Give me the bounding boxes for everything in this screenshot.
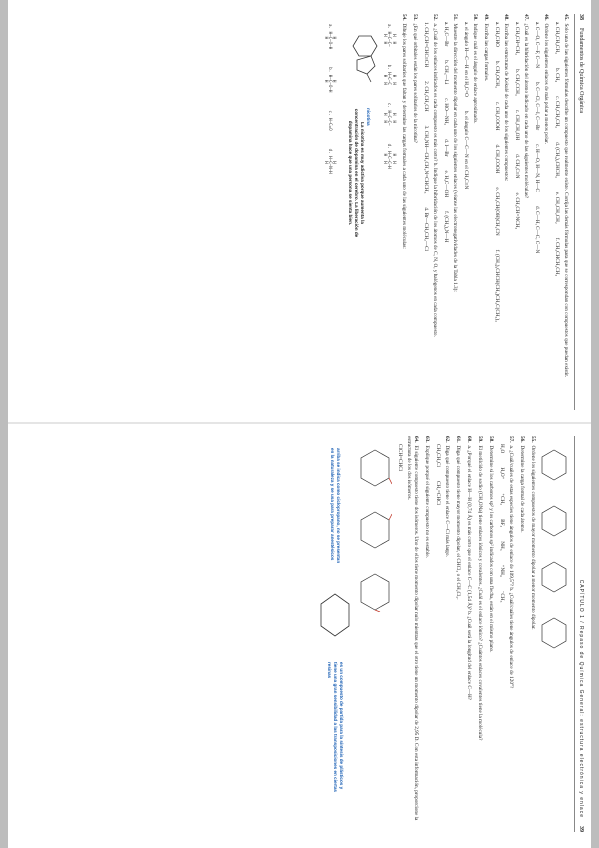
- ring-structure-3: [539, 560, 569, 594]
- right-problem-list: [396, 436, 536, 832]
- problem-text: Determine si los carbonos sp³ y los carbonos sp² indicados con una flecha, están en el mismo plano.: [487, 445, 494, 653]
- problem: [518, 436, 525, 832]
- problem-item: e. CH₂CH₂CH₂: [553, 191, 560, 224]
- problem-item: d. I—Br: [442, 139, 449, 157]
- problem-items: [493, 22, 500, 410]
- problem-item: ⁻CH₃: [498, 590, 505, 603]
- problem-item: d. C—H, C—C, C—N: [533, 205, 540, 254]
- problem: [476, 436, 483, 832]
- problem-text: Escriba las estructuras de Kekulé de cada uno de los siguientes compuestos:: [502, 23, 509, 182]
- problem-item: d. CH₃COOH: [493, 144, 500, 174]
- problem-items: [422, 22, 429, 410]
- problem-item: a. H₃C—Br: [442, 22, 449, 47]
- problem-number: 61.: [454, 436, 461, 443]
- problem: [400, 14, 407, 410]
- problem-item: d. (CH₃)₂CHCH₃: [553, 142, 560, 178]
- problem-item: c. CH₃CH₂OH: [513, 109, 520, 141]
- problem-item: c. CH₃COOH: [493, 101, 500, 131]
- problem-items: [553, 22, 560, 410]
- formal-charge-structures: [382, 24, 395, 410]
- problem-item: b. el ángulo C—C—N en el CH₃C≡N: [462, 110, 469, 190]
- plane-question-figures: [358, 448, 392, 832]
- problem-items: [462, 22, 469, 410]
- problem: [411, 14, 418, 410]
- problem: [462, 14, 478, 410]
- nicotine-note: La nicotina es muy adictiva porque aumenta la concentración de dopamina en el cerebro. La liberación de dopamina hace que una persona se sienta bien.: [348, 108, 365, 238]
- annotated-notes: [315, 448, 355, 832]
- problem-item: BF₃: [498, 519, 505, 528]
- scan-edge-top: [591, 0, 599, 848]
- problem-number: 57.: [507, 436, 514, 443]
- problem-item: f. CH₃CHCH₂CH₃: [553, 237, 560, 277]
- problem-item: e. CH₃CH(OH)CH₂CN: [493, 187, 500, 236]
- problem-text: a. ¿Cuál de los enlaces indicados es cada compuesto es más corto? b. Indique la hibridación de los átomos de C, N, O, y halógenos en cada compuesto.: [431, 23, 438, 337]
- problem-text: El metilcido de sodio (CH₃ONa) tiene enlaces iónicos y covalentes. ¿Cuál es el enlace iónico? ¿Cuántos enlaces covalentes tiene la molécula?: [476, 445, 483, 741]
- problem-text: a. ¿Cuál/cuáles de estas especies tiene ángulos de enlace de 109,5°? b. ¿Cuál/cuáles tiene ángulos de enlace de 120°?: [507, 445, 514, 689]
- problem-items: [434, 444, 441, 832]
- problem-item: b. CH₃CCH₃: [513, 69, 520, 96]
- problem-item: f. (CH₃)₃CHCH(CH₃)CH₂C(CH₃)₃: [493, 249, 500, 322]
- problem-item: d. CH₃C≡N: [513, 154, 520, 179]
- problem-text: Diga qué compuesto tiene el enlace C—Cl más largo.: [443, 445, 450, 557]
- problem: [482, 14, 489, 410]
- left-page: [11, 14, 585, 410]
- page-number: 39: [578, 826, 584, 832]
- problem-item: NH₃: [498, 541, 505, 551]
- right-page: [11, 436, 585, 832]
- problem-item: H₃O⁺: [498, 467, 505, 480]
- problem-items: [442, 22, 449, 410]
- problem: [513, 14, 529, 410]
- ring-structure-6: [358, 510, 392, 550]
- nicotine-label: nicotina: [366, 108, 372, 126]
- problem-number: 52.: [431, 14, 438, 21]
- problem: [533, 14, 549, 410]
- problem-number: 55.: [529, 436, 536, 443]
- problem-text: Escriba las cargas formales.: [482, 23, 489, 82]
- problem-item: ⁺NH₄: [498, 564, 505, 577]
- problem-item: b. CH₄: [553, 67, 560, 83]
- problem-item: CH₂=CHCl: [434, 480, 441, 505]
- problem-number: 53.: [411, 14, 418, 21]
- note-b: es un compuesto de partida para la síntesis de plásticos y tiene una gran sensibilidad a las transposiciones en ciertas resinas: [326, 662, 344, 792]
- problem: [493, 14, 509, 410]
- problem-item: 3. CH₃NH—CH₂CH₂N=CHCH₃: [422, 125, 429, 194]
- problem-item: c. H—O, H—N, H—C: [533, 144, 540, 192]
- problem-number: 50.: [471, 14, 478, 21]
- problem-text: Determine la carga formal de cada átomo.: [518, 445, 525, 533]
- problem-item: b. CH₃—Li: [442, 60, 449, 85]
- problem-text: Dibuje los pares solitarios que faltan y determine las cargas formales a cada uno de las siguientes moléculas:: [400, 23, 407, 249]
- problem: [487, 436, 494, 832]
- problem: [465, 436, 472, 832]
- right-running-head: [574, 436, 585, 832]
- problem-item: c. CH₃CH₂CH₂: [553, 96, 560, 129]
- problem-text: Diga qué compuesto tiene mayor momento dipolar, el CHCl₃ o el CH₂Cl₂.: [454, 445, 461, 600]
- problem-items: [498, 444, 505, 832]
- ring-structure-7: [358, 572, 392, 612]
- problem-item: b. CH₃OCH₃: [493, 60, 500, 88]
- problem: [422, 14, 438, 410]
- problem: [442, 14, 458, 410]
- problem-text: a. ¿Porqué el enlace H—H (0,74 Å) es más corto que el enlace C—C (1,54 Å)? b. ¿Cuál será la longitud del enlace C—H?: [465, 445, 472, 701]
- problem: [553, 14, 569, 410]
- problem-number: 62.: [443, 436, 450, 443]
- note-a: arriba se indica como ciclopropano, no se presentan en la naturaleza y se usa para preparar anestésicos: [329, 448, 341, 564]
- lp-structure-b: H b. H—C—O—H H: [323, 67, 338, 93]
- problem: [423, 436, 430, 832]
- problem-item: ⁺CH₃: [498, 493, 505, 506]
- problem-item: ClCH=CHCl: [396, 444, 403, 472]
- problem: [454, 436, 461, 832]
- problem: [529, 436, 536, 832]
- ring-structure-1: [539, 448, 569, 482]
- structure-b: H H b. H—C—C H H: [382, 64, 397, 85]
- structure-a: H H a. H—C—C— H H: [382, 24, 397, 47]
- problem: [434, 436, 450, 832]
- problem-text: El siguiente compuesto tiene dos isómeros. Uno de ellos tiene momento dipolar nulo mientras que el otro tiene un momento dipolar de 2,95 D. Con esta información, proporcione la estructura de los dos isómeros.: [405, 436, 419, 821]
- problem-number: 56.: [518, 436, 525, 443]
- problem-number: 60.: [465, 436, 472, 443]
- problem-item: b. C—Cl, C—I, C—Br: [533, 82, 540, 131]
- problem-item: 1. CH₃CH=CHC≡CH: [422, 22, 429, 68]
- problem-item: 4. Br—CH₂CH₂—Cl: [422, 207, 429, 252]
- problem-item: a. CH₃CHO: [493, 22, 500, 47]
- problem-number: 59.: [476, 436, 483, 443]
- problem-text: Explique porqué el siguiente compuesto no es estable.: [423, 445, 430, 558]
- problem-item: e. CH₃CH=NCH₃: [513, 192, 520, 230]
- problem-item: a. CH₂CH₂CH₃: [553, 22, 560, 54]
- problem-item: a. C—O, C—F, C—N: [533, 22, 540, 68]
- problem-item: H₂O: [498, 444, 505, 454]
- lp-structure-a: H a. H—C—O—H H: [323, 24, 338, 50]
- problem-item: a. el ángulo H—C—H en el H₂C=O: [462, 22, 469, 97]
- unstable-compound-structure: [315, 590, 355, 640]
- lone-pair-structures: [323, 24, 336, 410]
- ring-structure-5: [358, 448, 392, 488]
- problem-text: ¿Cuál es la hibridación del átomo indicado en cada uno de las siguientes moléculas?: [522, 23, 529, 199]
- problem-item: a. CH₃CH=CH₂: [513, 22, 520, 56]
- scan-edge-bottom: [0, 0, 8, 848]
- problem-items: [533, 22, 540, 410]
- problem-item: e. H₃C—OH: [442, 170, 449, 198]
- problem-text: Solo una de las siguientes fórmulas describe un compuesto que realmente existe. Corrija las demás fórmulas para que se correspondan con compuestos que puedan existir.: [562, 23, 569, 377]
- book-title: Fundamentos de Química Orgánica: [578, 28, 584, 114]
- problem-number: 49.: [482, 14, 489, 21]
- problem-text: Muestre la dirección del momento dipolar en cada uno de los siguientes enlaces (véanse las electronegatividades de la Tabla 1.3):: [451, 23, 458, 292]
- problem-item: CH₃CH₂Cl: [434, 444, 441, 467]
- problem-number: 46.: [542, 14, 549, 21]
- left-problem-list: [400, 14, 569, 410]
- problem-items: [396, 444, 403, 832]
- page-gutter: [8, 422, 591, 424]
- chapter-title: CAPÍTULO 1 / Repaso de Química General: estructura electrónica y enlace: [578, 579, 585, 818]
- problem-number: 64.: [412, 436, 419, 443]
- ring-structure-2: [539, 504, 569, 538]
- problem-number: 58.: [487, 436, 494, 443]
- structure-c: H H c. H—C—C— H H: [382, 102, 397, 126]
- problem: [498, 436, 514, 832]
- nicotine-figure: [339, 26, 379, 410]
- problem-number: 45.: [562, 14, 569, 21]
- problem-item: c. HO—NH₂: [442, 98, 449, 126]
- problem-number: 63.: [423, 436, 430, 443]
- nicotine-structure: [339, 26, 379, 86]
- page-number: 38: [578, 14, 584, 20]
- problem-number: 48.: [502, 14, 509, 21]
- problem-text: Ordene los siguientes enlaces de más polar a menos polar.: [542, 23, 549, 144]
- problem-text: ¿En qué orbitales están los pares solitarios de la nicotina?: [411, 23, 418, 143]
- left-running-head: [574, 14, 585, 410]
- problem-text: Indique cuál es el ángulo de enlace aproximado.: [471, 23, 478, 124]
- structure-d: H H d. H—C—C—H H H: [382, 143, 397, 169]
- problem-item: f. (CH₃)₂N—H: [442, 211, 449, 243]
- lp-structure-c: c. H—C=O: [328, 110, 334, 131]
- problem-item: 2. CH₃CH₂CH: [422, 81, 429, 112]
- problem-number: 47.: [522, 14, 529, 21]
- dipole-ring-row: [539, 448, 569, 832]
- problem: [396, 436, 419, 832]
- problem-number: 54.: [400, 14, 407, 21]
- lp-structure-d: H d. H—C—N—H H: [323, 148, 338, 174]
- problem-text: Ordene los siguientes compuestos de mayor momento dipolar a menor momento dipolar.: [529, 445, 536, 630]
- problem-number: 51.: [451, 14, 458, 21]
- problem-items: [513, 22, 520, 410]
- ring-structure-4: [539, 616, 569, 650]
